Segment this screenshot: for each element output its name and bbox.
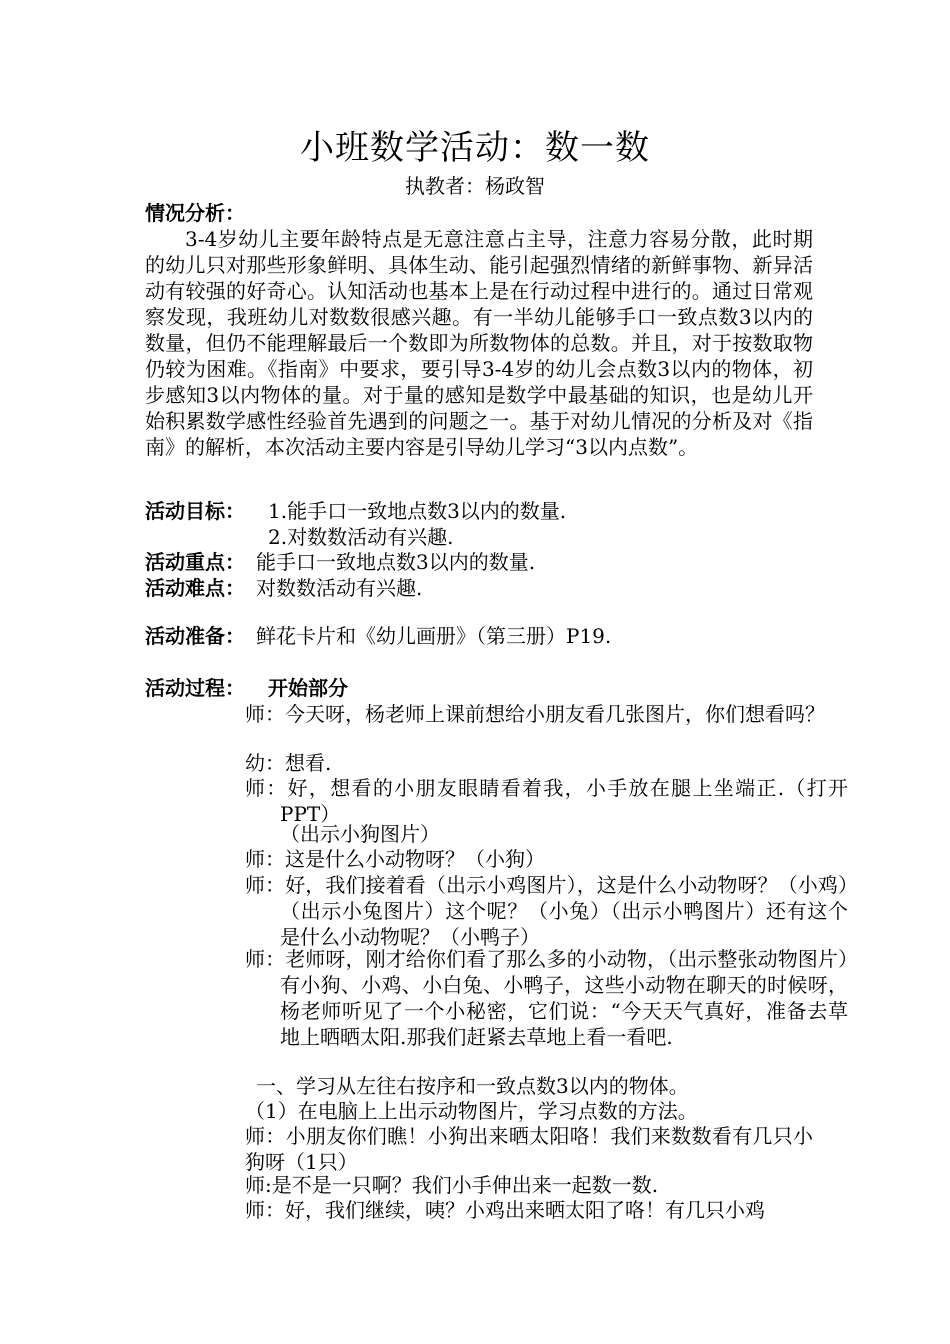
dialogue-line: 师:是不是一只啊？我们小手伸出来一起数一数. xyxy=(245,1173,659,1197)
difficulty-text: 对数数活动有兴趣. xyxy=(256,576,423,600)
analysis-paragraph: 3-4岁幼儿主要年龄特点是无意注意占主导，注意力容易分散，此时期的幼儿只对那些形象鲜明、具体生动、能引起强烈情绪的新鲜事物、新异活动有较强的好奇心。认知活动也基本上是在行动过程中进行的。通过日常观察发现，我班幼儿对数数很感兴趣。有一半幼儿能够手口一致点数3以内的数量，但仍不能理解最后一个数即为所数物体的总数。并且，对于按数取物仍较为困难。《指南》中要求，要引导3-4岁的幼儿会点数3以内的物体，初步感知3以内物体的量。对于量的感知是数学中最基础的知识，也是幼儿开始积累数学感性经验首先遇到的问题之一。基于对幼儿情况的分析及对《指南》的解析，本次活动主要内容是引导幼儿学习“3以内点数”。 xyxy=(145,227,813,459)
dialogue-line: 师：小朋友你们瞧！小狗出来晒太阳咯！我们来数数看有几只小狗呀（1只） xyxy=(245,1124,813,1174)
key-point-text: 能手口一致地点数3以内的数量. xyxy=(256,550,536,574)
preparation-label: 活动准备： xyxy=(145,624,245,648)
step-subheading: （1）在电脑上上出示动物图片，学习点数的方法。 xyxy=(245,1099,698,1123)
preparation-text: 鲜花卡片和《幼儿画册》（第三册）P19. xyxy=(256,624,612,648)
dialogue-line: 师：老师呀，刚才给你们看了那么多的小动物，（出示整张动物图片）有小狗、小鸡、小白兔、小鸭子，这些小动物在聊天的时候呀，杨老师听见了一个小秘密，它们说：“今天天气真好，准备去草地上晒晒太阳.那我们赶紧去草地上看一看吧. xyxy=(245,947,848,1049)
step-heading: 一、学习从左往右按序和一致点数3以内的物体。 xyxy=(256,1074,689,1098)
document-title: 小班数学活动：数一数 xyxy=(300,128,650,168)
difficulty-label: 活动难点： xyxy=(145,576,245,600)
process-label: 活动过程： xyxy=(145,676,245,700)
stage-direction: （出示小狗图片） xyxy=(280,822,440,846)
author-line: 执教者：杨政智 xyxy=(405,174,545,198)
dialogue-line: 师：好，我们接着看（出示小鸡图片），这是什么小动物呀？（小鸡）（出示小兔图片）这个呢？（小兔）（出示小鸭图片）还有这个是什么小动物呢？（小鸭子） xyxy=(245,873,848,949)
key-point-label: 活动重点： xyxy=(145,550,245,574)
analysis-heading: 情况分析： xyxy=(145,201,245,225)
dialogue-line: 幼：想看. xyxy=(245,751,332,775)
goal-item-1: 1.能手口一致地点数3以内的数量. xyxy=(268,499,567,523)
dialogue-line: 师：这是什么小动物呀？（小狗） xyxy=(245,847,545,871)
goals-label: 活动目标： xyxy=(145,499,245,523)
process-section-heading: 开始部分 xyxy=(268,676,348,700)
dialogue-line: 师：好，想看的小朋友眼睛看着我，小手放在腿上坐端正.（打开PPT） xyxy=(245,776,848,826)
dialogue-line: 师：好，我们继续，咦？小鸡出来晒太阳了咯！有几只小鸡 xyxy=(245,1198,765,1222)
dialogue-line: 师：今天呀，杨老师上课前想给小朋友看几张图片，你们想看吗？ xyxy=(245,702,825,726)
goal-item-2: 2.对数数活动有兴趣. xyxy=(268,525,454,549)
